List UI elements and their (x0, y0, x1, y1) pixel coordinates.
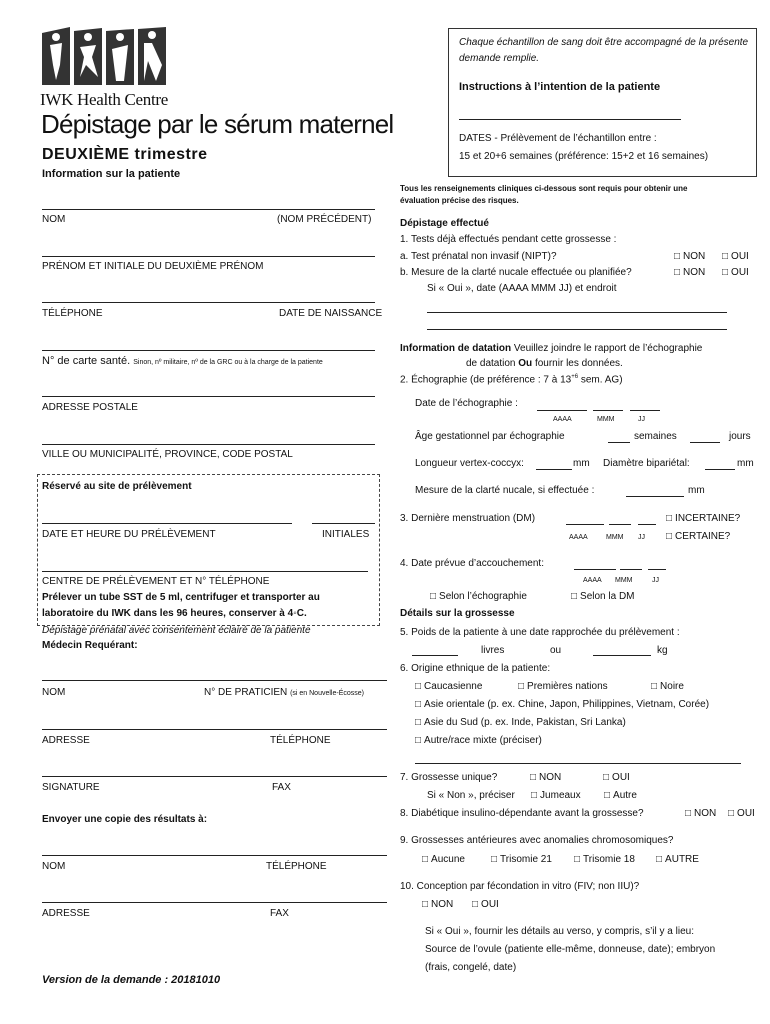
datation-line2: de datation Ou fournir les données. (466, 358, 623, 369)
q8-non-checkbox[interactable]: □ NON (685, 808, 716, 819)
reserved-heading: Réservé au site de prélèvement (42, 481, 192, 492)
physician-nom-label: NOM (42, 687, 66, 698)
trisomie21-checkbox[interactable]: □ Trisomie 21 (491, 854, 552, 865)
dpa-jj: JJ (652, 577, 659, 584)
version-label: Version de la demande : 20181010 (42, 974, 221, 986)
nom-label: NOM (42, 214, 66, 225)
initiales-label: INITIALES (322, 529, 370, 540)
reserved-instruction1: Prélever un tube SST de 5 ml, centrifuger et transporter au (42, 592, 320, 603)
org-name: IWK Health Centre (40, 90, 169, 109)
asie-orientale-checkbox[interactable]: □ Asie orientale (p. ex. Chine, Japon, Philippines, Vietnam, Corée) (415, 699, 709, 710)
q1-text: 1. Tests déjà effectués pendant cette grossesse : (400, 234, 617, 245)
dm-aaaa: AAAA (569, 534, 588, 541)
reserved-site-box (37, 474, 380, 626)
aucune-checkbox[interactable]: □ Aucune (422, 854, 465, 865)
diametre-mm: mm (737, 458, 754, 469)
q1a-oui-checkbox[interactable]: □ OUI (722, 251, 749, 262)
ville-label: VILLE OU MUNICIPALITÉ, PROVINCE, CODE POSTAL (42, 449, 293, 460)
carte-sante-note: Sinon, nº militaire, nº de la GRC ou à la charge de la patiente (133, 359, 323, 366)
page-title: Dépistage par le sérum maternel (41, 109, 394, 139)
iwk-logo-mark (40, 25, 180, 87)
autre-race-checkbox[interactable]: □ Autre/race mixte (préciser) (415, 735, 542, 746)
adresse-postale-label: ADRESSE POSTALE (42, 402, 138, 413)
q8-text: 8. Diabétique insulino-dépendante avant la grossesse? (400, 808, 644, 819)
instructions-box (448, 28, 757, 177)
caucasienne-checkbox[interactable]: □ Caucasienne (415, 681, 482, 692)
q1a-non-checkbox[interactable]: □ NON (674, 251, 705, 262)
page-subtitle: DEUXIÈME trimestre (42, 146, 208, 163)
q10-detail1: Si « Oui », fournir les détails au verso, y compris, s’il y a lieu: (425, 926, 694, 937)
section-heading: Information sur la patiente (42, 168, 181, 180)
dates-line1: DATES - Prélèvement de l’échantillon entre : (459, 133, 657, 144)
copy-nom-label: NOM (42, 861, 66, 872)
physician-adresse-label: ADRESSE (42, 735, 90, 746)
consent-note: Dépistage prénatal avec consentement éclairé de la patiente (42, 625, 311, 636)
q10-detail2: Source de l’ovule (patiente elle-même, donneuse, date); embryon (425, 944, 716, 955)
instructions-heading: Instructions à l’intention de la patiente (459, 81, 661, 93)
physician-telephone-label: TÉLÉPHONE (270, 735, 331, 746)
incertaine-checkbox[interactable]: □ INCERTAINE? (666, 513, 740, 524)
reserved-instruction2: laboratoire du IWK dans les 96 heures, conserver à 4◦C. (42, 608, 307, 619)
date-heure-label: DATE ET HEURE DU PRÉLÈVEMENT (42, 529, 216, 540)
semaines-label: semaines (634, 431, 677, 442)
q1b-detail: Si « Oui », date (AAAA MMM JJ) et endroit (427, 283, 617, 294)
q7-text: 7. Grossesse unique? (400, 772, 498, 783)
dpa-mmm: MMM (615, 577, 633, 584)
dates-line2: 15 et 20+6 semaines (préférence: 15+2 et 16 semaines) (459, 151, 709, 162)
iwk-logo (40, 25, 180, 109)
q7-non-checkbox[interactable]: □ NON (530, 772, 561, 783)
diametre-label: Diamètre bipariétal: (603, 458, 690, 469)
copy-fax-label: FAX (270, 908, 289, 919)
q6-text: 6. Origine ethnique de la patiente: (400, 663, 551, 674)
sample-note: Chaque échantillon de sang doit être accompagné de la présente demande remplie. (459, 37, 749, 64)
q1b-text: b. Mesure de la clarté nucale effectuée ou planifiée? (400, 267, 632, 278)
q10-oui-checkbox[interactable]: □ OUI (472, 899, 499, 910)
trisomie18-checkbox[interactable]: □ Trisomie 18 (574, 854, 635, 865)
copy-heading: Envoyer une copie des résultats à: (42, 814, 208, 825)
q10-detail3: (frais, congelé, date) (425, 962, 517, 973)
premieres-nations-checkbox[interactable]: □ Premières nations (518, 681, 608, 692)
centre-label: CENTRE DE PRÉLÈVEMENT ET N° TÉLÉPHONE (42, 576, 270, 587)
q2-text: 2. Échographie (de préférence : 7 à $13^{+6}$ sem. AG) (400, 374, 623, 386)
physician-fax-label: FAX (272, 782, 291, 793)
q10-text: 10. Conception par fécondation in vitro (FIV; non IIU)? (400, 881, 640, 892)
autre-anomalie-checkbox[interactable]: □ AUTRE (656, 854, 699, 865)
copy-adresse-label: ADRESSE (42, 908, 90, 919)
q7-oui-checkbox[interactable]: □ OUI (603, 772, 630, 783)
asie-sud-checkbox[interactable]: □ Asie du Sud (p. ex. Inde, Pakistan, Sri Lanka) (415, 717, 626, 728)
q9-text: 9. Grossesses antérieures avec anomalies chromosomiques? (400, 835, 674, 846)
selon-dm-checkbox[interactable]: □ Selon la DM (571, 591, 635, 602)
jours-label: jours (729, 431, 751, 442)
echo-jj: JJ (638, 416, 645, 423)
copy-telephone-label: TÉLÉPHONE (266, 861, 327, 872)
signature-label: SIGNATURE (42, 782, 100, 793)
jumeaux-checkbox[interactable]: □ Jumeaux (531, 790, 581, 801)
autre-grossesse-checkbox[interactable]: □ Autre (604, 790, 637, 801)
nom-precedent-label: (NOM PRÉCÉDENT) (277, 214, 372, 225)
longueur-mm: mm (573, 458, 590, 469)
q7-detail: Si « Non », préciser (427, 790, 515, 801)
dm-jj: JJ (638, 534, 645, 541)
echo-aaaa: AAAA (553, 416, 572, 423)
echo-date-label: Date de l’échographie : (415, 398, 518, 409)
q3-text: 3. Dernière menstruation (DM) (400, 513, 536, 524)
kg-label: kg (657, 645, 668, 656)
q4-text: 4. Date prévue d’accouchement: (400, 558, 544, 569)
selon-echo-checkbox[interactable]: □ Selon l’échographie (430, 591, 527, 602)
q8-oui-checkbox[interactable]: □ OUI (728, 808, 755, 819)
carte-sante-label: N° de carte santé. Sinon, nº militaire, nº de la GRC ou à la charge de la patiente (42, 355, 323, 367)
ou-label: ou (550, 645, 562, 656)
certaine-checkbox[interactable]: □ CERTAINE? (666, 531, 730, 542)
praticien-label: N° DE PRATICIEN (si en Nouvelle-Écosse) (204, 687, 364, 698)
depistage-heading: Dépistage effectué (400, 218, 489, 229)
noire-checkbox[interactable]: □ Noire (651, 681, 684, 692)
q1b-non-checkbox[interactable]: □ NON (674, 267, 705, 278)
dm-mmm: MMM (606, 534, 624, 541)
q5-text: 5. Poids de la patiente à une date rapprochée du prélèvement : (400, 627, 680, 638)
grossesse-heading: Détails sur la grossesse (400, 608, 515, 619)
clarte-mm: mm (688, 485, 705, 496)
q10-non-checkbox[interactable]: □ NON (422, 899, 453, 910)
q1b-oui-checkbox[interactable]: □ OUI (722, 267, 749, 278)
dpa-aaaa: AAAA (583, 577, 602, 584)
prenom-label: PRÉNOM ET INITIALE DU DEUXIÈME PRÉNOM (42, 261, 264, 272)
telephone-label: TÉLÉPHONE (42, 308, 103, 319)
q1a-text: a. Test prénatal non invasif (NIPT)? (400, 251, 557, 262)
age-gest-label: Âge gestationnel par échographie (415, 431, 565, 442)
date-naissance-label: DATE DE NAISSANCE (279, 308, 383, 319)
livres-label: livres (481, 645, 505, 656)
clarte-label: Mesure de la clarté nucale, si effectuée : (415, 485, 595, 496)
longueur-label: Longueur vertex-coccyx: (415, 458, 524, 469)
datation-heading-line: Information de datation Veuillez joindre le rapport de l’échographie (400, 343, 703, 354)
echo-mmm: MMM (597, 416, 615, 423)
intro-text: Tous les renseignements cliniques ci-dessous sont requis pour obtenir une évaluation précise des risques. (400, 184, 688, 205)
physician-heading: Médecin Requérant: (42, 640, 138, 651)
